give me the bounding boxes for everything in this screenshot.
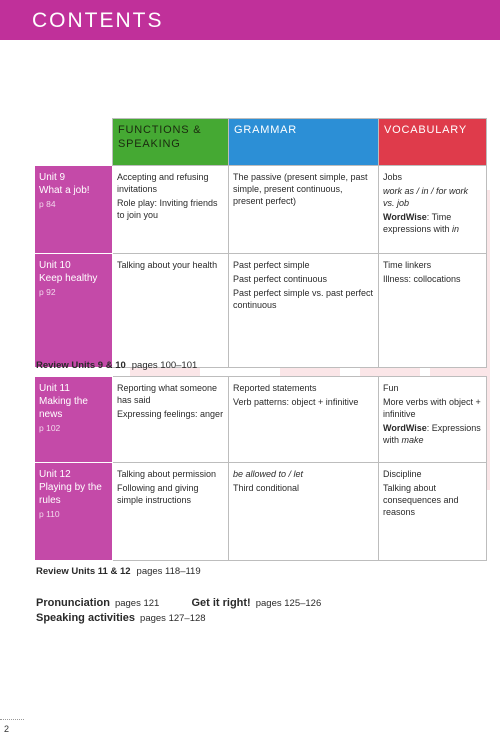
grammar-item: The passive (present simple, past simple, present continuous, present perfect) [233, 172, 368, 206]
vocabulary-item: Fun [383, 383, 399, 393]
grammar-item: Past perfect continuous [233, 274, 328, 284]
page-number: 2 [4, 724, 10, 734]
wordwise-italic: in [452, 224, 460, 234]
grammar-cell [229, 377, 379, 463]
functions-item: Reporting what someone has said [117, 383, 218, 405]
wordwise-text: : Time expressions with [383, 212, 453, 234]
unit-page: p 110 [39, 509, 60, 519]
grammar-item-italic: be allowed to / let [233, 469, 304, 479]
functions-item: Accepting and refusing invitations [117, 172, 209, 194]
grammar-item: Verb patterns: object + infinitive [233, 397, 359, 407]
unit-number: Unit 11 [39, 383, 70, 394]
unit-cell[interactable] [35, 377, 113, 463]
functions-item: Talking about permission [117, 469, 217, 479]
unit-row-10 [35, 254, 487, 368]
vocabulary-item: Discipline [383, 469, 422, 479]
grammar-item: Past perfect simple vs. past perfect continuous [233, 288, 374, 310]
unit-number: Unit 10 [39, 260, 71, 271]
unit-cell[interactable] [35, 254, 113, 368]
grammar-item: Past perfect simple [233, 260, 310, 270]
review-label: Review Units 11 & 12 [36, 566, 131, 577]
functions-item: Role play: Inviting friends to join you [117, 198, 218, 220]
contents-table [34, 118, 487, 368]
contents-header [0, 0, 500, 40]
vocabulary-item: work as / in / for work vs. job [383, 186, 469, 208]
column-header-functions: FUNCTIONS & SPEAKING [113, 119, 229, 166]
wordwise-italic: make [401, 435, 424, 445]
unit-title: What a job! [39, 185, 90, 196]
vocabulary-cell [379, 377, 487, 463]
unit-page: p 102 [39, 423, 61, 433]
vocabulary-item: Talking about consequences and reasons [383, 483, 459, 517]
column-header-vocabulary: VOCABULARY [379, 119, 487, 166]
column-header-row [35, 119, 487, 166]
grammar-cell [229, 254, 379, 368]
unit-cell[interactable] [35, 166, 113, 254]
functions-item: Expressing feelings: anger [117, 409, 224, 419]
unit-row-11 [35, 377, 487, 463]
speaking-pages: pages 127–128 [140, 613, 206, 624]
wordwise-label: WordWise [383, 423, 427, 433]
review-line [36, 566, 201, 577]
unit-page: p 92 [39, 287, 56, 297]
vocabulary-item: More verbs with object + infinitive [383, 397, 481, 419]
column-header-grammar: GRAMMAR [229, 119, 379, 166]
grammar-item: Third conditional [233, 483, 300, 493]
unit-page: p 84 [39, 199, 56, 209]
vocabulary-item-wordwise [383, 422, 482, 446]
unit-row-9 [35, 166, 487, 254]
page-title: CONTENTS [32, 9, 164, 32]
pronunciation-label: Pronunciation [36, 597, 110, 609]
unit-title: Playing by the rules [39, 482, 102, 506]
wordwise-text: : Expressions with [383, 423, 481, 445]
functions-cell [113, 166, 229, 254]
functions-cell [113, 377, 229, 463]
get-it-right-pages: pages 125–126 [255, 598, 322, 609]
page-number-rule [0, 719, 24, 720]
header-blank-cell [35, 119, 113, 166]
grammar-cell [229, 463, 379, 561]
speaking-row [36, 612, 206, 624]
functions-cell [113, 463, 229, 561]
vocabulary-item-wordwise [383, 211, 482, 235]
speaking-label: Speaking activities [36, 612, 136, 624]
unit-number: Unit 9 [39, 172, 66, 183]
review-label: Review Units 9 & 10 [36, 360, 126, 371]
contents-table-lower [34, 376, 487, 561]
unit-number: Unit 12 [39, 469, 71, 480]
unit-title: Making the news [39, 396, 88, 420]
vocabulary-cell [379, 166, 487, 254]
functions-item: Following and giving simple instructions [117, 483, 199, 505]
vocabulary-cell [379, 463, 487, 561]
grammar-item: Reported statements [233, 383, 317, 393]
wordwise-label: WordWise [383, 212, 427, 222]
vocabulary-item: Illness: collocations [383, 274, 461, 284]
extras-row [36, 597, 321, 609]
vocabulary-item: Time linkers [383, 260, 432, 270]
unit-title: Keep healthy [39, 273, 98, 284]
vocabulary-item: Jobs [383, 172, 403, 182]
review-line [36, 360, 197, 371]
functions-cell [113, 254, 229, 368]
unit-row-12 [35, 463, 487, 561]
review-pages: pages 118–119 [136, 566, 201, 577]
grammar-cell [229, 166, 379, 254]
review-pages: pages 100–101 [131, 360, 198, 371]
vocabulary-cell [379, 254, 487, 368]
pronunciation-pages: pages 121 [114, 598, 160, 609]
unit-cell[interactable] [35, 463, 113, 561]
functions-item: Talking about your health [117, 260, 218, 270]
get-it-right-label: Get it right! [191, 597, 251, 609]
